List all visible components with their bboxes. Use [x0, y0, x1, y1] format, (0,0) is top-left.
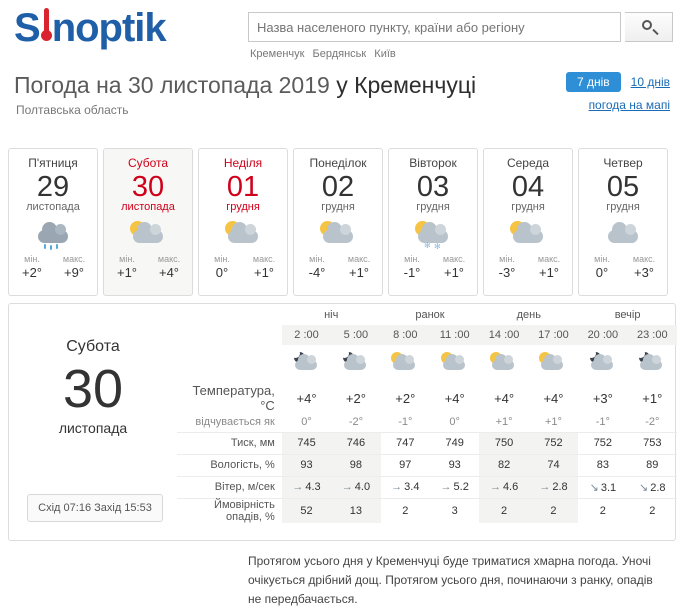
pressure-cell-4: 750: [479, 432, 528, 454]
day-number: 05: [606, 171, 640, 203]
min-temp: +1°: [116, 265, 138, 280]
temp-cell-3: +4°: [444, 390, 465, 406]
hourly-table: [177, 304, 677, 523]
humidity-cell-0: 93: [282, 454, 331, 476]
max-label: макс.: [62, 254, 86, 264]
day-month: грудня: [511, 201, 545, 213]
day-card-2[interactable]: [198, 148, 288, 296]
day-detail-panel: [8, 303, 676, 541]
region-label: Полтавська область: [16, 103, 129, 117]
sun-cloud-icon: [381, 345, 430, 383]
pressure-cell-5: 752: [529, 432, 578, 454]
day-number: 01: [226, 171, 260, 203]
row-label-temperature: Температура, °C: [192, 383, 275, 413]
time-cell-5: 17 :00: [529, 325, 578, 345]
week-forecast: [8, 148, 676, 296]
detail-month: листопада: [58, 420, 128, 436]
min-label: мін.: [499, 254, 515, 264]
quick-cities: [250, 48, 401, 60]
search-button[interactable]: [625, 12, 673, 42]
day-card-0[interactable]: [8, 148, 98, 296]
day-dow: Неділя: [223, 156, 263, 170]
page-title-row: [0, 68, 684, 124]
min-label: мін.: [404, 254, 420, 264]
precip-cell-5: 2: [529, 498, 578, 523]
max-label: макс.: [442, 254, 466, 264]
sun-cloud-icon: [199, 217, 287, 251]
time-row: [177, 325, 677, 345]
min-label: мін.: [214, 254, 230, 264]
time-cell-1: 5 :00: [331, 325, 380, 345]
feels-like-row: [177, 413, 677, 432]
wind-value: 3.4: [404, 481, 420, 493]
band-header-row: [177, 304, 677, 325]
min-temp: -3°: [498, 265, 516, 280]
precipitation-row: [177, 498, 677, 523]
search-icon: [642, 20, 652, 30]
moon-cloud-icon: [578, 345, 627, 383]
time-cell-2: 8 :00: [381, 325, 430, 345]
sunrise-sunset: Схід 07:16 Захід 15:53: [27, 494, 163, 522]
day-month: грудня: [226, 201, 260, 213]
day-dow: Четвер: [603, 156, 643, 170]
feels-cell-0: 0°: [301, 416, 312, 429]
precip-cell-6: 2: [578, 498, 627, 523]
wind-row: [177, 476, 677, 498]
feels-cell-3: 0°: [449, 416, 460, 429]
detail-dow: Субота: [66, 338, 120, 355]
sun-cloud-icon: [294, 217, 382, 251]
wind-arrow-icon: →: [292, 481, 304, 493]
time-cell-4: 14 :00: [479, 325, 528, 345]
temperature-row: [177, 383, 677, 413]
humidity-cell-2: 97: [381, 454, 430, 476]
tab-7-days[interactable]: 7 днів: [566, 72, 621, 92]
map-link[interactable]: погода на мапі: [588, 98, 670, 112]
wind-cell-4: [479, 476, 528, 498]
day-dow: Субота: [127, 156, 169, 170]
min-label: мін.: [309, 254, 325, 264]
min-temp: 0°: [215, 265, 229, 280]
wind-value: 4.6: [502, 481, 519, 493]
time-cell-6: 20 :00: [578, 325, 627, 345]
wind-cell-3: [430, 476, 479, 498]
pressure-row: [177, 432, 677, 454]
humidity-cell-3: 93: [430, 454, 479, 476]
day-card-1[interactable]: [103, 148, 193, 296]
min-temp: -4°: [308, 265, 326, 280]
temp-cell-2: +2°: [395, 390, 416, 406]
day-number: 03: [416, 171, 450, 203]
day-card-6[interactable]: [578, 148, 668, 296]
pressure-cell-7: 753: [628, 432, 677, 454]
band-day: день: [516, 308, 541, 321]
time-cell-3: 11 :00: [430, 325, 479, 345]
temp-cell-6: +3°: [592, 390, 613, 406]
humidity-cell-6: 83: [578, 454, 627, 476]
min-temp: 0°: [595, 265, 609, 280]
precip-cell-7: 2: [628, 498, 677, 523]
max-temp: +1°: [443, 265, 465, 280]
day-number: 30: [131, 171, 165, 203]
min-label: мін.: [594, 254, 610, 264]
band-morning: ранок: [415, 308, 445, 321]
moon-cloud-icon: [628, 345, 677, 383]
pressure-cell-6: 752: [578, 432, 627, 454]
snow-cloud-icon: ✻ ✻: [389, 217, 477, 251]
sun-cloud-icon: [479, 345, 528, 383]
humidity-cell-5: 74: [529, 454, 578, 476]
day-dow: П'ятниця: [28, 156, 78, 170]
humidity-cell-4: 82: [479, 454, 528, 476]
feels-cell-7: -2°: [645, 416, 660, 429]
min-temp: +2°: [21, 265, 43, 280]
sun-cloud-icon: [484, 217, 572, 251]
cloud-icon: [579, 217, 667, 251]
logo-text: noptik: [51, 6, 166, 50]
wind-cell-0: [282, 476, 331, 498]
temp-cell-7: +1°: [642, 390, 663, 406]
time-cell-0: 2 :00: [282, 325, 331, 345]
wind-arrow-icon: →: [341, 481, 353, 493]
feels-cell-4: +1°: [495, 416, 513, 429]
day-card-5[interactable]: [483, 148, 573, 296]
band-evening: вечір: [614, 308, 641, 321]
wind-arrow-icon: →: [489, 481, 501, 493]
max-label: макс.: [537, 254, 561, 264]
search-input[interactable]: [248, 12, 621, 42]
wind-value: 4.3: [305, 481, 321, 493]
feels-cell-5: +1°: [545, 416, 562, 429]
min-label: мін.: [119, 254, 135, 264]
min-label: мін.: [24, 254, 40, 264]
page-title-city: у Кременчуці: [336, 72, 477, 98]
wind-arrow-icon: ↘: [639, 481, 649, 494]
temp-cell-4: +4°: [494, 390, 515, 406]
day-dow: Вівторок: [409, 156, 457, 170]
max-label: макс.: [347, 254, 371, 264]
forecast-summary-text: Протягом усього дня у Кременчуці буде триматися хмарна погода. Уночі очікується дрібний дощ. Протягом усього дня, починаючи з ранку, опадів не передбачається.: [248, 554, 653, 606]
detail-day-number: 30: [62, 359, 124, 419]
wind-value: 2.8: [552, 481, 568, 493]
thermometer-icon: [40, 6, 52, 46]
day-month: листопада: [121, 201, 175, 213]
humidity-row: [177, 454, 677, 476]
temp-cell-1: +2°: [345, 390, 366, 406]
wind-cell-7: [628, 476, 677, 498]
feels-cell-6: -1°: [595, 416, 610, 429]
day-month: грудня: [416, 201, 450, 213]
days-toggle: [566, 72, 670, 92]
precip-cell-3: 3: [430, 498, 479, 523]
wind-arrow-icon: →: [391, 481, 403, 493]
row-label-feels: відчувається як: [195, 416, 275, 429]
pressure-cell-3: 749: [430, 432, 479, 454]
wind-value: 2.8: [650, 481, 666, 494]
row-label-precip: Ймовірність опадів, %: [177, 498, 282, 523]
wind-arrow-icon: ↘: [589, 481, 599, 494]
wind-value: 4.0: [354, 481, 371, 493]
humidity-cell-1: 98: [331, 454, 380, 476]
row-label-humidity: Вологість, %: [177, 454, 282, 476]
max-temp: +1°: [253, 265, 275, 280]
wind-cell-5: [529, 476, 578, 498]
max-label: макс.: [252, 254, 276, 264]
day-dow: Понеділок: [309, 156, 367, 170]
day-card-3[interactable]: [293, 148, 383, 296]
wind-arrow-icon: →: [539, 481, 551, 493]
sun-cloud-icon: [529, 345, 578, 383]
day-dow: Середа: [506, 156, 550, 170]
time-cell-7: 23 :00: [628, 325, 677, 345]
pressure-cell-2: 747: [381, 432, 430, 454]
hour-icon-row: [177, 345, 677, 383]
day-month: грудня: [321, 201, 355, 213]
precip-cell-1: 13: [331, 498, 380, 523]
rain-cloud-icon: [9, 217, 97, 251]
max-label: макс.: [632, 254, 656, 264]
precip-cell-4: 2: [479, 498, 528, 523]
day-month: грудня: [606, 201, 640, 213]
page-title: [14, 72, 476, 99]
wind-value: 3.1: [600, 481, 617, 494]
moon-cloud-icon: [282, 345, 331, 383]
band-night: ніч: [324, 308, 339, 321]
sun-cloud-icon: [104, 217, 192, 251]
day-card-4[interactable]: [388, 148, 478, 296]
feels-cell-1: -2°: [348, 416, 363, 429]
pressure-cell-0: 745: [282, 432, 331, 454]
feels-cell-2: -1°: [398, 416, 413, 429]
sun-cloud-icon: [430, 345, 479, 383]
temp-cell-5: +4°: [543, 390, 564, 406]
tab-10-days[interactable]: 10 днів: [630, 75, 670, 89]
row-label-pressure: Тиск, мм: [177, 432, 282, 454]
temp-cell-0: +4°: [296, 390, 317, 406]
quick-city-0[interactable]: Кременчук: [250, 48, 305, 60]
wind-cell-2: [381, 476, 430, 498]
min-temp: -1°: [403, 265, 421, 280]
day-number: 29: [36, 171, 70, 203]
day-number: 02: [321, 171, 355, 203]
precip-cell-2: 2: [381, 498, 430, 523]
max-temp: +1°: [348, 265, 370, 280]
pressure-cell-1: 746: [331, 432, 380, 454]
wind-cell-6: [578, 476, 627, 498]
wind-cell-1: [331, 476, 380, 498]
site-logo[interactable]: [14, 6, 166, 51]
wind-value: 5.2: [453, 481, 469, 493]
day-number: 04: [511, 171, 545, 203]
page-title-main: Погода на 30 листопада 2019: [14, 72, 330, 98]
humidity-cell-7: 89: [628, 454, 677, 476]
max-label: макс.: [157, 254, 181, 264]
max-temp: +4°: [158, 265, 180, 280]
wind-arrow-icon: →: [440, 481, 452, 493]
logo-prefix: S: [14, 6, 40, 50]
search-bar: [248, 12, 673, 42]
moon-cloud-icon: [331, 345, 380, 383]
detail-day-summary: [9, 304, 177, 540]
max-temp: +3°: [633, 265, 655, 280]
site-header: [0, 0, 684, 68]
row-label-wind: Вітер, м/сек: [177, 476, 282, 498]
quick-city-1[interactable]: Бердянськ: [312, 48, 367, 60]
precip-cell-0: 52: [282, 498, 331, 523]
max-temp: +1°: [538, 265, 560, 280]
day-month: листопада: [26, 201, 80, 213]
quick-city-2[interactable]: Київ: [374, 48, 396, 60]
max-temp: +9°: [63, 265, 85, 280]
